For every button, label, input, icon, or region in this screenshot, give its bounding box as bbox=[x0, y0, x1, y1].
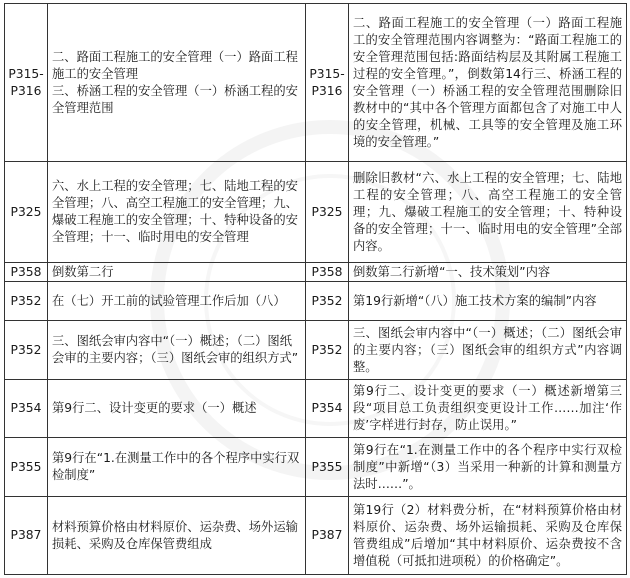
new-page-cell: P325 bbox=[306, 162, 349, 263]
old-page-cell: P387 bbox=[5, 497, 48, 575]
old-page-cell: P315-P316 bbox=[5, 4, 48, 162]
new-content-cell: 第19行新增“（八）施工技术方案的编制”内容 bbox=[349, 282, 627, 321]
old-page-cell: P355 bbox=[5, 438, 48, 497]
old-page-cell: P352 bbox=[5, 321, 48, 380]
table-row bbox=[5, 321, 627, 380]
new-content-cell: 倒数第二行新增“一、技术策划”内容 bbox=[349, 263, 627, 282]
old-content-cell: 倒数第二行 bbox=[48, 263, 306, 282]
table-row bbox=[5, 438, 627, 497]
new-content-cell: 第9行在“1.在测量工作中的各个程序中实行双检制度”中新增“（3）当采用一种新的计算和测量方法时……”。 bbox=[349, 438, 627, 497]
new-page-cell: P352 bbox=[306, 282, 349, 321]
old-page-cell: P352 bbox=[5, 282, 48, 321]
old-content-cell: 在（七）开工前的试验管理工作后加（八） bbox=[48, 282, 306, 321]
old-page-cell: P354 bbox=[5, 380, 48, 438]
old-content-cell: 三、图纸会审内容中“（一）概述；（二）图纸会审的主要内容；（三）图纸会审的组织方式” bbox=[48, 321, 306, 380]
table-row bbox=[5, 497, 627, 575]
revision-table bbox=[4, 3, 627, 575]
old-content-cell: 第9行在“1.在测量工作中的各个程序中实行双检制度” bbox=[48, 438, 306, 497]
table-row bbox=[5, 162, 627, 263]
new-page-cell: P354 bbox=[306, 380, 349, 438]
old-content-cell: 六、水上工程的安全管理；七、陆地工程的安全管理；八、高空工程施工的安全管理；九、爆破工程施工的安全管理；十、特种设备的安全管理；十一、临时用电的安全管理 bbox=[48, 162, 306, 263]
old-content-cell: 材料预算价格由材料原价、运杂费、场外运输损耗、采购及仓库保管费组成 bbox=[48, 497, 306, 575]
new-content-cell: 删除旧教材“六、水上工程的安全管理；七、陆地工程的安全管理；八、高空工程施工的安全管理；九、爆破工程施工的安全管理；十、特种设备的安全管理；十一、临时用电的安全管理”全部内容。 bbox=[349, 162, 627, 263]
table-row bbox=[5, 282, 627, 321]
new-content-cell: 第9行二、设计变更的要求（一）概述新增第三段“项目总工负责组织变更设计工作……加注‘作废’字样进行封存，防止误用。” bbox=[349, 380, 627, 438]
new-page-cell: P358 bbox=[306, 263, 349, 282]
new-content-cell: 二、路面工程施工的安全管理（一）路面工程施工的安全管理范围内容调整为：“路面工程施工的安全管理范围包括:路面结构层及其附属工程施工过程的安全管理。”，倒数第14行三、桥涵工程的安全管理（一）桥涵工程的安全管理范围删除旧教材中的“其中各个管理方面都包含了对施工中人的安全管理，机械、工具等的安全管理及施工环境的安全管理。” bbox=[349, 4, 627, 162]
new-page-cell: P352 bbox=[306, 321, 349, 380]
table-row bbox=[5, 263, 627, 282]
old-content-cell: 二、路面工程施工的安全管理（一）路面工程施工的安全管理 三、桥涵工程的安全管理（一）桥涵工程的安全管理范围 bbox=[48, 4, 306, 162]
new-page-cell: P355 bbox=[306, 438, 349, 497]
old-page-cell: P325 bbox=[5, 162, 48, 263]
new-content-cell: 三、图纸会审内容中“（一）概述；（二）图纸会审的主要内容；（三）图纸会审的组织方式”内容调整。 bbox=[349, 321, 627, 380]
old-content-cell: 第9行二、设计变更的要求（一）概述 bbox=[48, 380, 306, 438]
new-page-cell: P315-P316 bbox=[306, 4, 349, 162]
old-page-cell: P358 bbox=[5, 263, 48, 282]
table-row bbox=[5, 4, 627, 162]
table-row bbox=[5, 380, 627, 438]
new-content-cell: 第19行（2）材料费分析，在“材料预算价格由材料原价、运杂费、场外运输损耗、采购及仓库保管费组成”后增加“其中材料原价、运杂费按不含增值税（可抵扣进项税）的价格确定”。 bbox=[349, 497, 627, 575]
new-page-cell: P387 bbox=[306, 497, 349, 575]
